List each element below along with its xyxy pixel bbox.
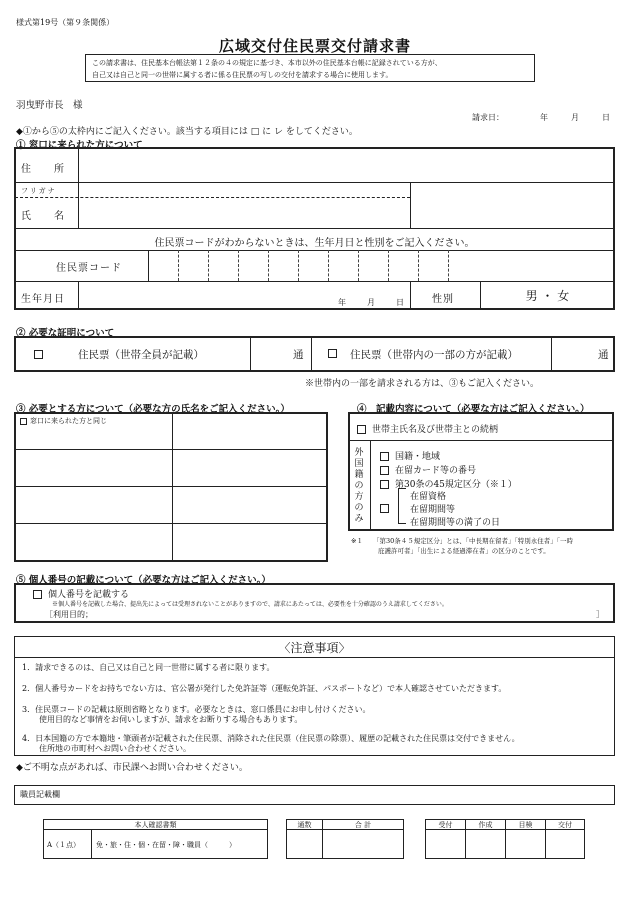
person-7-field[interactable]	[16, 525, 170, 560]
birth-month: 月	[367, 298, 375, 307]
count-part-unit: 通	[598, 349, 609, 361]
option-all-label: 住民票（世帯全員が記載）	[78, 349, 204, 361]
period-of-stay: 在留期間等	[410, 505, 456, 515]
address-field[interactable]	[80, 149, 610, 180]
article-30-label: 第30条の45規定区分（※１）	[395, 480, 517, 490]
note-1: 1．請求できるのは、自己又は自己と同一世帯に属する者に限ります。	[22, 663, 275, 672]
intro-line-2: 自己又は自己と同一の世帯に属する者に係る住民票の写しの交付を請求する場合に使用します。	[92, 71, 393, 79]
stamp-create: 作成	[478, 821, 493, 829]
note-4b: 住所地の市町村へお問い合わせください。	[39, 744, 191, 753]
purpose-label: ［利用目的；	[45, 610, 93, 619]
note-4a: 4．日本国籍の方で本籍地・筆頭者が記載された住民票、消除された住民票（住民票の除票）、履歴の記載された住民票は交付できません。	[22, 734, 520, 743]
section-4-title: ④ 記載内容について（必要な方はご記入ください。）	[357, 404, 590, 415]
code-label: 住民票コード	[56, 263, 122, 274]
code-notice: 住民票コードがわからないときは、生年月日と性別をご記入ください。	[154, 238, 475, 249]
birth-day: 日	[396, 298, 404, 307]
form-number: 様式第19号（第９条関係）	[16, 18, 115, 27]
option-part-count[interactable]	[553, 339, 595, 369]
id-docs-header: 本人確認書類	[134, 821, 177, 829]
birth-date-field[interactable]	[80, 283, 410, 308]
footnote-line-1: 「第30条４５規定区分」とは、「中長期在留者」「特別永住者」「一時	[373, 537, 574, 545]
address-label: 住 所	[21, 164, 65, 175]
person-1-field[interactable]	[16, 426, 170, 448]
section-2-note: ※世帯内の一部を請求される方は、③もご記入ください。	[305, 379, 540, 389]
person-8-field[interactable]	[174, 525, 326, 560]
tally-count: 通数	[297, 821, 312, 829]
same-person-checkbox[interactable]	[20, 416, 107, 426]
same-person-label: 窓口に来られた方と同じ	[30, 417, 107, 425]
count-all-unit: 通	[293, 349, 304, 361]
expiry-of-stay: 在留期間等の満了の日	[410, 518, 501, 528]
page-title: 広域交付住民票交付請求書	[218, 37, 411, 55]
request-day[interactable]: 日	[602, 113, 610, 122]
option-all-checkbox[interactable]	[34, 349, 49, 360]
nationality-option[interactable]	[380, 449, 440, 462]
foreign-label: 外国籍の方のみ	[354, 448, 364, 524]
request-date-label: 請求日：	[472, 113, 504, 122]
note-3a: 3．住民票コードの記載は原則省略となります。必要なときは、窓口係員にお申し付けください。	[22, 705, 371, 714]
footnote-line-2: 庇護許可者」「出生による経過滞在者」の区分のことです。	[378, 547, 550, 555]
person-6-field[interactable]	[174, 488, 326, 522]
person-4-field[interactable]	[174, 451, 326, 485]
option-all-count[interactable]	[252, 339, 287, 369]
option-part-checkbox[interactable]	[328, 349, 343, 359]
request-month[interactable]: 月	[571, 113, 579, 122]
section-1-title: ① 窓口に来られた方について	[16, 140, 143, 151]
option-part-label: 住民票（世帯内の一部の方が記載）	[350, 349, 518, 361]
tally-total: 合 計	[354, 821, 372, 829]
id-docs-row-label: A（１点）	[47, 841, 81, 849]
status-of-residence: 在留資格	[410, 492, 447, 502]
furigana-field[interactable]	[80, 184, 408, 196]
purpose-field[interactable]	[110, 608, 590, 620]
request-year[interactable]: 年	[540, 113, 548, 122]
name-field[interactable]	[80, 199, 408, 227]
person-3-field[interactable]	[16, 451, 170, 485]
resident-code-field[interactable]	[149, 251, 613, 280]
section-2-title: ② 必要な証明について	[16, 328, 115, 339]
my-number-label: 個人番号を記載する	[48, 590, 130, 600]
gender-label: 性別	[432, 294, 454, 305]
purpose-close: ］	[596, 610, 604, 619]
household-head-option[interactable]	[357, 422, 498, 435]
stamp-accept: 受付	[438, 821, 453, 829]
bracket	[398, 488, 406, 524]
section-3-title: ③ 必要とする方について（必要な方の氏名をご記入ください。）	[16, 404, 290, 415]
birth-label: 生年月日	[21, 294, 65, 305]
furigana-label: フリガナ	[21, 187, 57, 195]
gender-options[interactable]: 男 ・ 女	[525, 289, 570, 303]
residence-card-option[interactable]	[380, 463, 476, 476]
note-2: 2．個人番号カードをお持ちでない方は、官公署が発行した免許証等（運転免許証、パスポートなど）で本人確認させていただきます。	[22, 684, 507, 693]
person-5-field[interactable]	[16, 488, 170, 522]
intro-box	[85, 54, 535, 82]
contact-note: ◆ご不明な点があれば、市民課へお問い合わせください。	[16, 763, 248, 773]
household-head-label: 世帯主氏名及び世帯主との続柄	[372, 425, 499, 435]
staff-label: 職員記載欄	[20, 790, 60, 799]
nationality-label: 国籍・地域	[395, 452, 441, 462]
section-5-title: ⑤ 個人番号の記載について（必要な方はご記入ください。）	[16, 575, 271, 586]
addressee: 羽曳野市長 様	[16, 100, 83, 111]
my-number-note: ※個人番号を記載した場合、提出先によっては受理されないことがありますので、請求にあたっては、必要性を十分確認のうえ請求してください。	[52, 601, 448, 608]
stamp-issue: 交付	[558, 821, 572, 829]
stamp-check: 目検	[518, 821, 533, 829]
status-option[interactable]	[380, 504, 395, 514]
person-2-field[interactable]	[174, 414, 326, 448]
instructions: ◆①から⑤の太枠内にご記入ください。該当する項目には □ に レ をしてください。	[16, 127, 358, 137]
staff-box	[14, 785, 615, 805]
residence-card-label: 在留カード等の番号	[395, 466, 477, 476]
name-label: 氏 名	[21, 211, 65, 222]
notes-title: 〈注意事項〉	[278, 641, 351, 655]
note-3b: 使用目的など事情をお伺いしますが、請求をお断りする場合もあります。	[39, 715, 303, 724]
id-docs-row-value[interactable]: 免・旅・住・個・在留・障・職員（ ）	[96, 841, 236, 849]
birth-year: 年	[338, 298, 346, 307]
intro-line-1: この請求書は、住民基本台帳法第１２条の４の規定に基づき、本市以外の住民基本台帳に記録されている方が、	[92, 59, 442, 67]
footnote-mark: ※１	[351, 537, 363, 545]
